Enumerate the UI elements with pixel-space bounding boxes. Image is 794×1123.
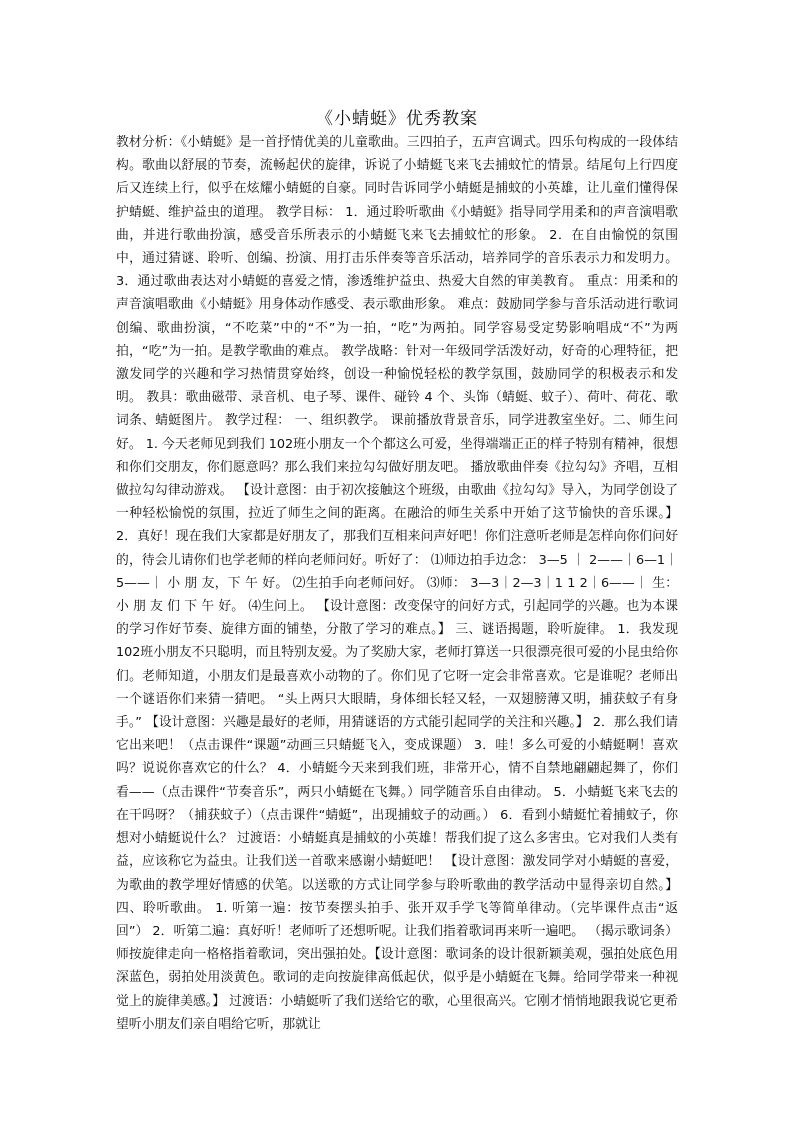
body-paragraph: 教材分析：《小蜻蜓》是一首抒情优美的儿童歌曲。三四拍子，五声宫调式。四乐句构成的一段体结构。歌曲以舒展的节奏，流畅起伏的旋律，诉说了小蜻蜓飞来飞去捕蚊忙的情景。结尾句上行四度后又连续上行，似乎在炫耀小蜻蜓的自豪。同时告诉同学小蜻蜓是捕蚊的小英雄，让儿童们懂得保护蜻蜓、维护益虫的道理。 教学目标： 1．通过聆听歌曲《小蜻蜓》指导同学用柔和的声音演唱歌曲，并进行歌曲扮演，感受音乐所表示的小蜻蜓飞来飞去捕蚊忙的形象。 2．在自由愉悦的氛围中，通过猜谜、聆听、创编、扮演、用打击乐伴奏等音乐活动，培养同学的音乐表示力和发明力。 3．通过歌曲表达对小蜻蜓的喜爱之情，渗透维护益虫、热爱大自然的审美教育。 重点：用柔和的声音演唱歌曲《小蜻蜓》用身体动作感受、表示歌曲形象。 难点：鼓励同学参与音乐活动进行歌词创编、歌曲扮演，“不吃菜”中的“不”为一拍，“吃”为两拍。同学容易受定势影响唱成“不”为两拍，“吃”为一拍。是教学歌曲的难点。 教学战略：针对一年级同学活泼好动，好奇的心理特征，把激发同学的兴趣和学习热情贯穿始终，创设一种愉悦轻松的教学氛围，鼓励同学的积极表示和发明。 教具：歌曲磁带、录音机、电子琴、课件、碰铃 4 个、头饰（蜻蜓、蚊子）、荷叶、荷花、歌词条、蜻蜓图片。 教学过程： 一、组织教学。 课前播放背景音乐，同学进教室坐好。二、师生问好。 1. 今天老师见到我们 102班小朋友一个个都这么可爱，坐得端端正正的样子特别有精神，很想和你们交朋友，你们愿意吗？那么我们来拉勾勾做好朋友吧。 播放歌曲伴奏《拉勾勾》齐唱，互相做拉勾勾律动游戏。 【设计意图：由于初次接触这个班级，由歌曲《拉勾勾》导入，为同学创设了一种轻松愉悦的氛围，拉近了师生之间的距离。在融洽的师生关系中开始了这节愉快的音乐课。】 2．真好！现在我们大家都是好朋友了，那我们互相来问声好吧！你们注意听老师是怎样向你们问好的，待会儿请你们也学老师的样向老师问好。听好了： ⑴师边拍手边念： 3—5 ｜ 2——｜6—1｜5——｜ 小 朋 友，下 午 好。 ⑵生拍手向老师问好。 ⑶师： 3—3｜2—3｜1 1 2｜6——｜ 生： 小 朋 友 们 下 午 好。 ⑷生问上。 【设计意图：改变保守的问好方式，引起同学的兴趣。也为本课的学习作好节奏、旋律方面的铺垫，分散了学习的难点。】 三、谜语揭题，聆听旋律。 1．我发现 102班小朋友不只聪明，而且特别友爱。为了奖励大家，老师打算送一只很漂亮很可爱的小昆虫给你们。老师知道，小朋友们是最喜欢小动物的了。你们见了它呀一定会非常喜欢。它是谁呢？老师出一个谜语你们来猜一猜吧。 “头上两只大眼睛，身体细长轻又轻，一双翅膀薄又明，捕获蚊子有身手。” 【设计意图：兴趣是最好的老师，用猜谜语的方式能引起同学的关注和兴趣。】 2．那么我们请它出来吧！（点击课件“课题”动画三只蜻蜓飞入，变成课题） 3．哇！多么可爱的小蜻蜓啊！喜欢吗？说说你喜欢它的什么？ 4．小蜻蜓今天来到我们班，非常开心，情不自禁地翩翩起舞了，你们看——（点击课件“节奏音乐”，两只小蜻蜓在飞舞。）同学随音乐自由律动。 5．小蜻蜓飞来飞去的在干吗呀？（捕获蚊子）（点击课件“蜻蜓”，出现捕蚊子的动画。） 6．看到小蜻蜓忙着捕蚊子，你想对小蜻蜓说什么？ 过渡语：小蜻蜓真是捕蚊的小英雄！帮我们捉了这么多害虫。它对我们人类有益，应该称它为益虫。让我们送一首歌来感谢小蜻蜓吧！ 【设计意图：激发同学对小蜻蜓的喜爱，为歌曲的教学埋好情感的伏笔。以送歌的方式让同学参与聆听歌曲的教学活动中显得亲切自然。】 四、聆听歌曲。 1. 听第一遍：按节奏摆头拍手、张开双手学飞等简单律动。（完毕课件点击“返回”） 2．听第二遍：真好听！老师听了还想听呢。让我们指着歌词再来听一遍吧。 （揭示歌词条）师按旋律走向一格格指着歌词，突出强拍处。【设计意图：歌词条的设计很新颖美观，强拍处底色用深蓝色，弱拍处用淡黄色。歌词的走向按旋律高低起伏，似乎是小蜻蜓在飞舞。给同学带来一种视觉上的旋律美感。】 过渡语：小蜻蜓听了我们送给它的歌，心里很高兴。它刚才悄悄地跟我说它更希望听小朋友们亲自唱给它听，那就让 <box>116 135 678 1032</box>
page-title: 《小蜻蜓》优秀教案 <box>316 109 478 129</box>
